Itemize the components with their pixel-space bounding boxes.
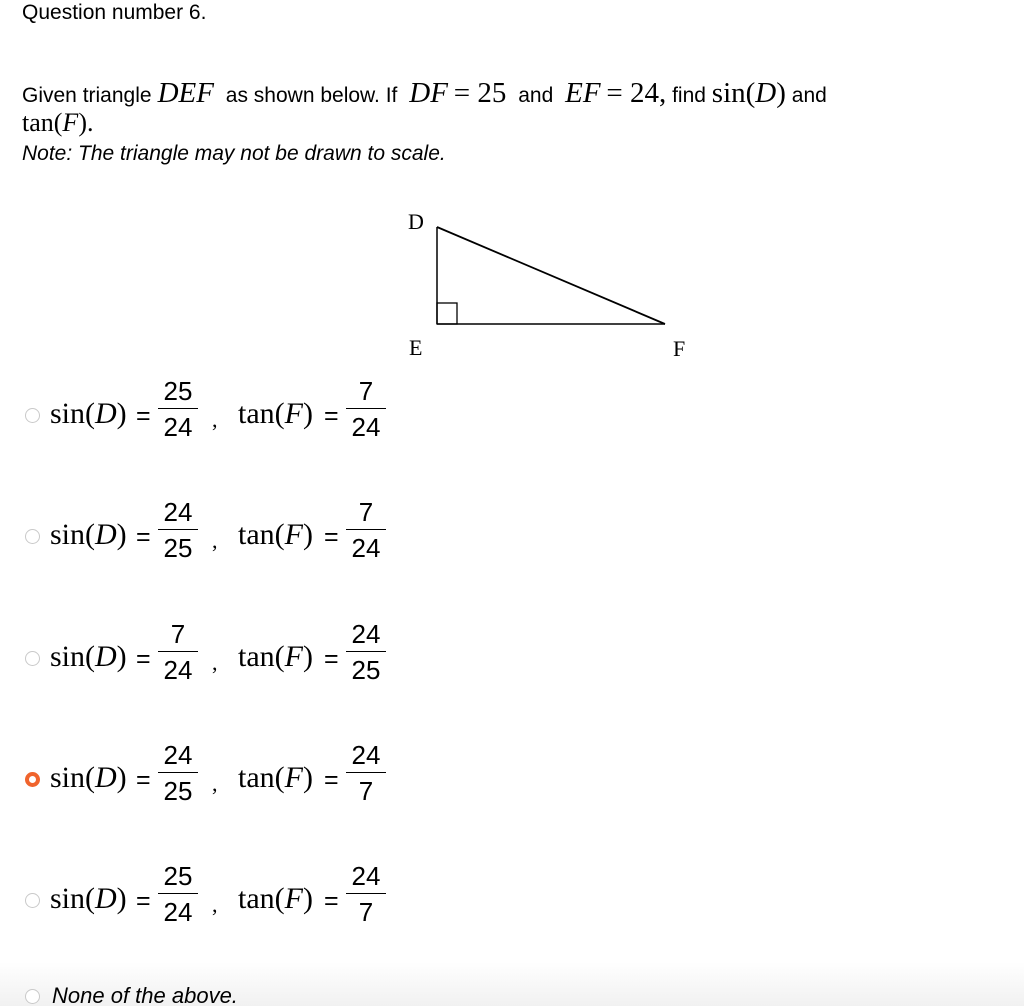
sin-numerator: 24 xyxy=(163,497,193,527)
tan-close: ) xyxy=(302,882,313,915)
prompt-and: and xyxy=(518,84,554,107)
tan-equals: = xyxy=(324,402,339,430)
tan-expression xyxy=(238,882,313,916)
sin-expression xyxy=(50,882,127,916)
fraction-bar xyxy=(158,651,198,652)
sin-denominator: 25 xyxy=(163,533,193,563)
vertex-label-e: E xyxy=(409,335,423,360)
fraction-bar xyxy=(158,529,198,530)
tan-close: ) xyxy=(302,640,313,673)
tan-close: ) xyxy=(302,518,313,551)
separator-comma: , xyxy=(212,650,218,675)
right-angle-marker xyxy=(437,303,457,324)
tan-denominator: 24 xyxy=(351,412,381,442)
prompt-eq-24: = 24, xyxy=(606,77,667,109)
prompt-find: find xyxy=(672,84,706,107)
sin-equals: = xyxy=(136,645,151,673)
prompt-side-ef: EF xyxy=(565,77,601,109)
prompt-tan-fn: tan( xyxy=(22,108,63,137)
tan-expression xyxy=(238,640,313,674)
question-prompt xyxy=(22,78,1012,111)
radio-choice-2[interactable] xyxy=(25,529,40,544)
sin-fraction xyxy=(158,861,198,927)
tan-denominator: 7 xyxy=(358,776,374,806)
sin-var: D xyxy=(95,761,117,794)
prompt-tan-var: F xyxy=(62,108,79,137)
radio-choice-4[interactable] xyxy=(25,772,40,787)
choice-none-of-the-above[interactable] xyxy=(22,983,422,1006)
separator-comma: , xyxy=(212,892,218,917)
none-label: None of the above. xyxy=(52,983,238,1006)
sin-numerator: 25 xyxy=(163,376,193,406)
prompt-and-2: and xyxy=(791,84,827,107)
sin-numerator: 24 xyxy=(163,740,193,770)
tan-numerator: 24 xyxy=(351,861,381,891)
tan-fn: tan( xyxy=(238,518,285,551)
separator-comma: , xyxy=(212,407,218,432)
fraction-bar xyxy=(158,772,198,773)
radio-choice-3[interactable] xyxy=(25,651,40,666)
tan-var: F xyxy=(284,882,303,915)
tan-fraction xyxy=(346,740,386,806)
prompt-eq-25: = 25 xyxy=(453,77,507,109)
sin-fraction xyxy=(158,497,198,563)
sin-expression xyxy=(50,397,127,431)
fraction-bar xyxy=(346,408,386,409)
fraction-bar xyxy=(346,893,386,894)
tan-close: ) xyxy=(302,761,313,794)
prompt-sin-close: ) xyxy=(776,77,786,109)
sin-close: ) xyxy=(116,640,127,673)
choice-3[interactable] xyxy=(22,613,422,703)
radio-choice-1[interactable] xyxy=(25,408,40,423)
sin-equals: = xyxy=(136,523,151,551)
tan-expression xyxy=(238,761,313,795)
tan-equals: = xyxy=(324,523,339,551)
sin-close: ) xyxy=(116,518,127,551)
radio-choice-5[interactable] xyxy=(25,893,40,908)
separator-comma: , xyxy=(212,771,218,796)
sin-denominator: 24 xyxy=(163,897,193,927)
question-number: Question number 6. xyxy=(22,1,207,24)
sin-numerator: 7 xyxy=(170,619,186,649)
sin-var: D xyxy=(95,518,117,551)
sin-fn: sin( xyxy=(50,640,95,673)
prompt-side-df: DF xyxy=(409,77,448,109)
prompt-sin-fn: sin( xyxy=(711,77,756,109)
question-note: Note: The triangle may not be drawn to scale. xyxy=(22,142,446,165)
tan-fn: tan( xyxy=(238,761,285,794)
sin-denominator: 25 xyxy=(163,776,193,806)
sin-fn: sin( xyxy=(50,761,95,794)
prompt-sin-var: D xyxy=(755,77,777,109)
radio-none[interactable] xyxy=(25,989,40,1004)
sin-denominator: 24 xyxy=(163,412,193,442)
prompt-tan-close: ). xyxy=(78,108,94,137)
tan-numerator: 7 xyxy=(358,376,374,406)
sin-var: D xyxy=(95,882,117,915)
sin-expression xyxy=(50,518,127,552)
tan-fraction xyxy=(346,619,386,685)
triangle-diagram xyxy=(395,200,705,370)
sin-fraction xyxy=(158,619,198,685)
sin-equals: = xyxy=(136,402,151,430)
tan-equals: = xyxy=(324,887,339,915)
choice-4[interactable] xyxy=(22,734,422,824)
prompt-as-shown: as shown below. If xyxy=(225,84,398,107)
fraction-bar xyxy=(346,529,386,530)
vertex-label-d: D xyxy=(408,209,424,234)
sin-close: ) xyxy=(116,882,127,915)
choice-2[interactable] xyxy=(22,491,422,581)
tan-denominator: 25 xyxy=(351,655,381,685)
tan-fn: tan( xyxy=(238,640,285,673)
tan-var: F xyxy=(284,518,303,551)
fraction-bar xyxy=(158,893,198,894)
sin-fraction xyxy=(158,740,198,806)
tan-equals: = xyxy=(324,645,339,673)
sin-expression xyxy=(50,640,127,674)
prompt-given: Given triangle xyxy=(22,84,152,107)
question-prompt-line2 xyxy=(22,108,93,138)
tan-numerator: 24 xyxy=(351,740,381,770)
prompt-triangle: DEF xyxy=(157,77,214,109)
sin-fn: sin( xyxy=(50,518,95,551)
triangle-svg xyxy=(395,200,705,370)
fraction-bar xyxy=(158,408,198,409)
sin-close: ) xyxy=(116,761,127,794)
side-df xyxy=(437,227,665,324)
tan-fraction xyxy=(346,861,386,927)
sin-numerator: 25 xyxy=(163,861,193,891)
tan-denominator: 24 xyxy=(351,533,381,563)
choice-1[interactable] xyxy=(22,370,422,460)
tan-var: F xyxy=(284,640,303,673)
sin-close: ) xyxy=(116,397,127,430)
tan-denominator: 7 xyxy=(358,897,374,927)
choice-5[interactable] xyxy=(22,855,422,945)
tan-var: F xyxy=(284,761,303,794)
vertex-label-f: F xyxy=(673,336,686,361)
tan-fn: tan( xyxy=(238,882,285,915)
sin-fn: sin( xyxy=(50,397,95,430)
tan-fn: tan( xyxy=(238,397,285,430)
fraction-bar xyxy=(346,651,386,652)
sin-equals: = xyxy=(136,887,151,915)
tan-numerator: 24 xyxy=(351,619,381,649)
sin-expression xyxy=(50,761,127,795)
tan-fraction xyxy=(346,497,386,563)
tan-expression xyxy=(238,518,313,552)
sin-denominator: 24 xyxy=(163,655,193,685)
tan-close: ) xyxy=(302,397,313,430)
sin-var: D xyxy=(95,640,117,673)
tan-fraction xyxy=(346,376,386,442)
sin-var: D xyxy=(95,397,117,430)
tan-equals: = xyxy=(324,766,339,794)
sin-equals: = xyxy=(136,766,151,794)
tan-numerator: 7 xyxy=(358,497,374,527)
tan-var: F xyxy=(284,397,303,430)
tan-expression xyxy=(238,397,313,431)
separator-comma: , xyxy=(212,528,218,553)
sin-fn: sin( xyxy=(50,882,95,915)
fraction-bar xyxy=(346,772,386,773)
sin-fraction xyxy=(158,376,198,442)
